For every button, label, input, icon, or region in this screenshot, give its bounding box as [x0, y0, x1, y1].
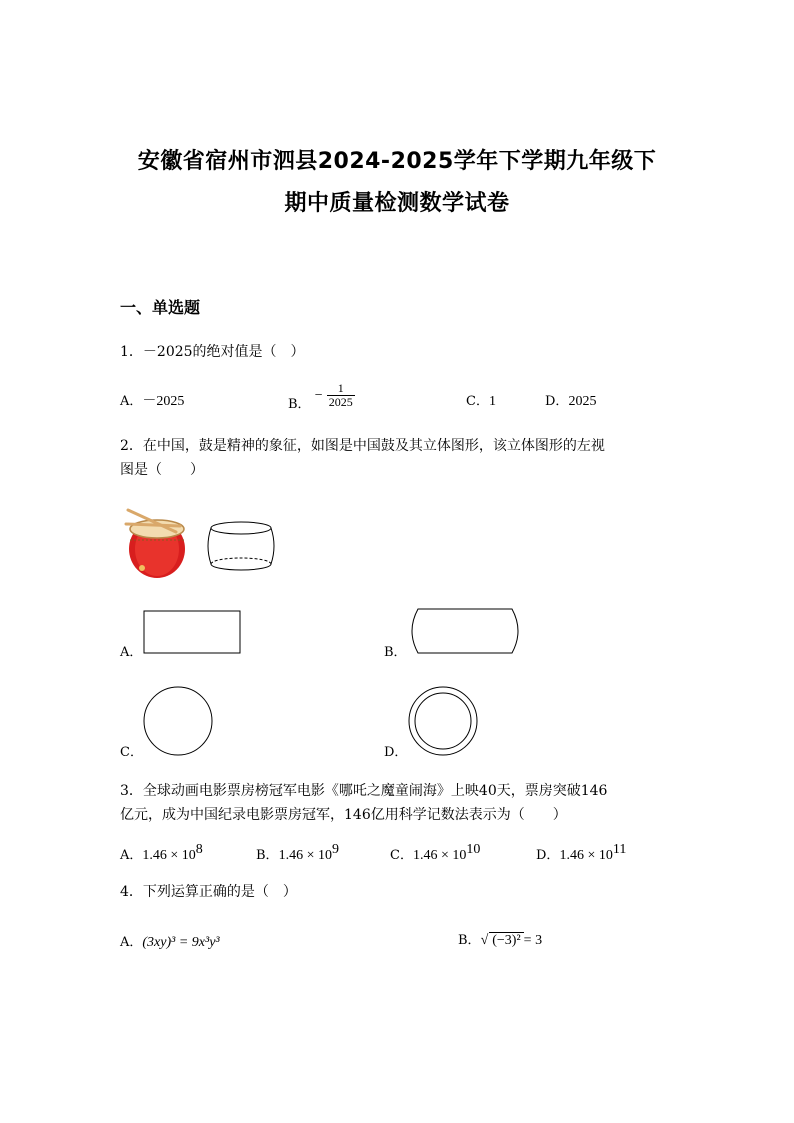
q3-option-a: [120, 844, 203, 864]
option-exponent: 10: [466, 842, 481, 857]
option-label: A．: [120, 935, 143, 950]
q2-option-a-rectangle: [143, 610, 241, 654]
option-base: 1.46 × 10: [142, 848, 196, 863]
option-label: B．: [288, 397, 311, 412]
option-exponent: 8: [195, 842, 203, 857]
option-label: B．: [256, 848, 279, 863]
option-label: D．: [536, 848, 560, 863]
option-label: C．: [390, 848, 413, 863]
drum-solid-figure: [207, 520, 275, 572]
q2-option-b-barrel: [408, 608, 522, 654]
option-rhs: = 3: [523, 933, 543, 948]
exam-title-line2: 期中质量检测数学试卷: [284, 191, 510, 216]
option-label: C．: [466, 394, 489, 409]
q1-option-b: [288, 381, 355, 412]
option-expression: (3xy)³ = 9x³y³: [142, 935, 220, 950]
option-text: 1: [488, 394, 496, 409]
exam-title-line1: 安徽省宿州市泗县2024-2025学年下学期九年级下: [137, 149, 657, 174]
option-exponent: 9: [331, 842, 339, 857]
option-label: B．: [458, 933, 481, 948]
section-heading: 一、单选题: [120, 298, 201, 317]
q2-option-a-label: A．: [120, 645, 143, 660]
option-base: 1.46 × 10: [412, 848, 467, 863]
q4-option-a: [120, 931, 220, 951]
q2-option-b-label: B．: [384, 645, 407, 660]
q1-option-c: [466, 390, 496, 410]
fraction-numerator: 1: [327, 382, 355, 396]
question-3-stem-line1: 3．全球动画电影票房榜冠军电影《哪吒之魔童闹海》上映40天，票房突破146: [120, 783, 608, 799]
option-label: D．: [545, 394, 569, 409]
question-2-stem-line1: 2．在中国，鼓是精神的象征，如图是中国鼓及其立体图形，该立体图形的左视: [120, 438, 605, 454]
option-base: 1.46 × 10: [559, 848, 613, 863]
q3-option-b: [256, 844, 339, 864]
chinese-drum-illustration: [120, 500, 200, 580]
q3-option-c: [390, 844, 480, 864]
option-label: A．: [120, 394, 143, 409]
option-exponent: 11: [612, 842, 627, 857]
fraction-denominator: 2025: [328, 395, 353, 409]
q2-option-d-double-circle: [408, 686, 478, 756]
fraction: [327, 382, 355, 409]
q2-option-c-label: C．: [120, 745, 143, 760]
minus-sign: −: [314, 388, 323, 403]
question-4-stem: 4．下列运算正确的是（ ）: [120, 884, 297, 900]
option-base: 1.46 × 10: [278, 848, 332, 863]
option-label: A．: [120, 848, 143, 863]
question-1-stem: 1．－2025的绝对值是（ ）: [120, 344, 305, 360]
q1-option-d: [545, 390, 596, 410]
q1-option-a: [120, 390, 184, 410]
question-3-stem-line2: 亿元，成为中国纪录电影票房冠军，146亿用科学记数法表示为（ ）: [120, 807, 567, 823]
option-text: －2025: [142, 394, 185, 409]
q2-option-c-circle: [143, 686, 213, 756]
q3-option-d: [536, 844, 626, 864]
q4-option-b: [458, 929, 542, 949]
q2-option-d-label: D．: [384, 745, 408, 760]
option-text: 2025: [568, 394, 597, 409]
radical-sign: √: [480, 933, 489, 948]
radicand: (−3)²: [489, 932, 523, 949]
question-2-stem-line2: 图是（ ）: [120, 462, 204, 478]
